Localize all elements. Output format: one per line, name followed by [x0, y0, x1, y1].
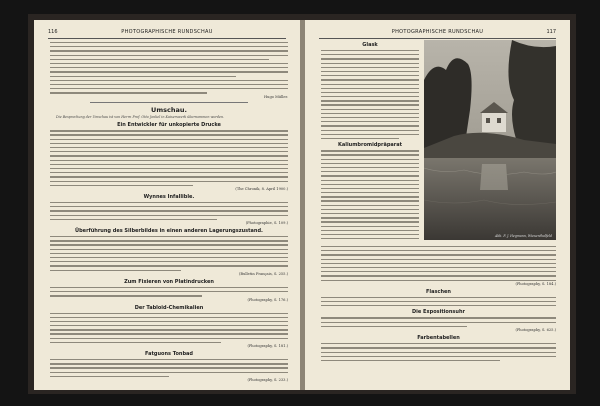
right-page-column	[321, 40, 419, 239]
source-reference: (Photographie, S. 109.)	[245, 221, 288, 226]
source-reference: (Bulletin Français, S. 255.)	[239, 271, 288, 276]
text-block	[50, 313, 288, 344]
attribution: Hugo Müller.	[264, 94, 288, 99]
heading: Wynnes Infallible.	[143, 193, 195, 200]
source-reference: (Photography, S. 181.)	[247, 344, 288, 349]
source-reference: (Photography, S. 184.)	[515, 281, 556, 286]
text-block	[50, 130, 288, 186]
heading: Überführung des Silberbildes in einen anderen Lagerungszustand.	[75, 228, 263, 235]
heading: Die Expositionsuhr	[411, 309, 465, 316]
divider	[90, 102, 248, 103]
left-running-head	[48, 28, 286, 39]
section-title: Umschau.	[151, 106, 187, 115]
left-page-body	[50, 42, 288, 384]
right-page-lower-text	[321, 246, 556, 361]
heading: Zum Fixieren von Platindrucken	[124, 278, 214, 285]
heading: Fatguons Tonbad	[144, 351, 193, 358]
text-block	[50, 42, 288, 94]
text-block	[321, 246, 556, 281]
heading: Farbentabellen	[417, 335, 460, 342]
left-page-number: 116	[48, 29, 58, 35]
text-block	[50, 202, 288, 220]
source-reference: (Photography, S. 176.)	[247, 297, 288, 302]
source-reference: (The Chronik, 8. April 1900.)	[235, 186, 288, 191]
section-caption: Die Besprechung der Umschau ist von Herrn Prof. Otto Jonkel in Kaiserswerk übernommen worden.	[56, 115, 225, 120]
source-reference: (Photography, S. 233.)	[247, 378, 288, 383]
heading: Der Tabloid-Chemikalien	[134, 304, 204, 311]
text-block	[321, 343, 556, 361]
landscape-photo	[424, 40, 556, 240]
text-block	[50, 287, 288, 297]
heading: Glask	[362, 42, 378, 48]
source-reference: (Photography, S. 625.)	[515, 328, 556, 333]
heading: Kaliumbromidpräparat	[337, 142, 403, 149]
right-page	[305, 20, 570, 390]
open-book	[28, 14, 576, 394]
text-block	[321, 150, 419, 239]
left-page	[34, 20, 300, 390]
text-block	[321, 297, 556, 307]
right-running-head	[319, 28, 556, 39]
text-block	[50, 236, 288, 271]
left-running-title: PHOTOGRAPHISCHE RUNDSCHAU	[121, 29, 213, 35]
right-running-title: PHOTOGRAPHISCHE RUNDSCHAU	[391, 29, 484, 35]
right-page-number: 117	[546, 29, 556, 35]
heading: Flaschen	[426, 288, 451, 295]
text-block	[321, 317, 556, 327]
text-block	[321, 50, 419, 139]
text-block	[50, 359, 288, 377]
photo-caption: Abb. F. J. Hegmann, Wiesenthalfeld	[494, 234, 552, 238]
heading: Ein Entwickler für unkopierte Drucke	[117, 122, 221, 129]
